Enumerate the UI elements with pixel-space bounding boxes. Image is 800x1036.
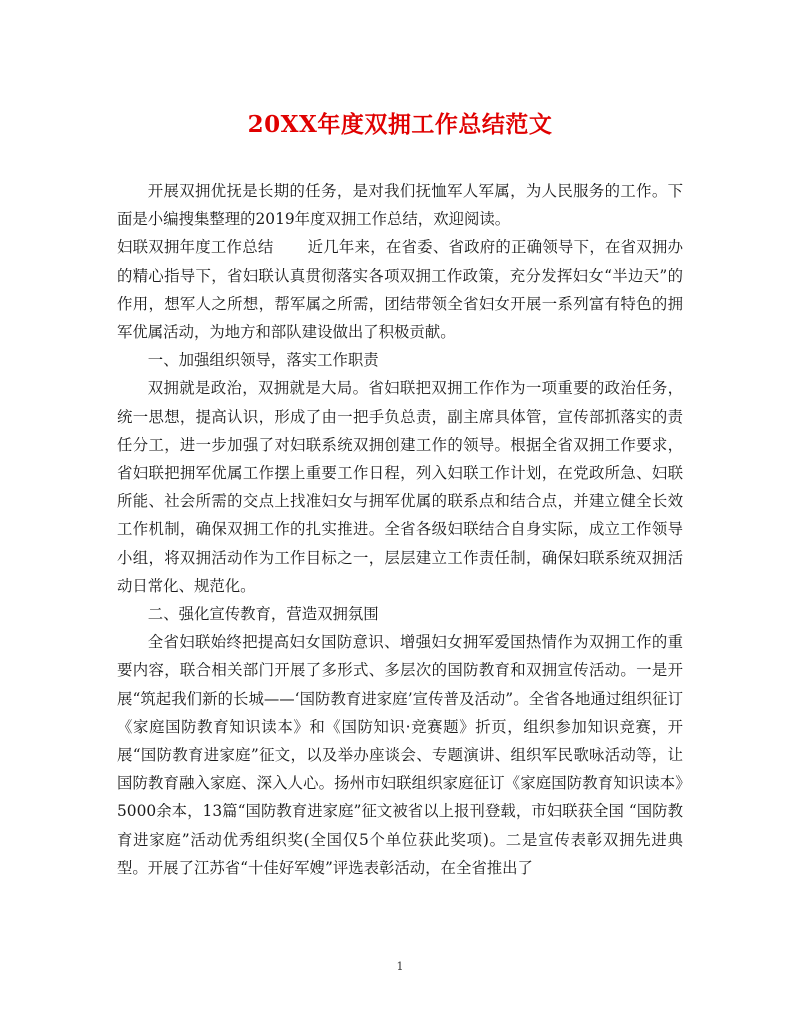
document-body [117, 177, 683, 882]
section-heading-1: 一、加强组织领导，落实工作职责 [147, 351, 379, 370]
intro-paragraph: 开展双拥优抚是长期的任务，是对我们抚恤军人军属，为人民服务的工作。下面是小编搜集整理的2019年度双拥工作总结，欢迎阅读。 [117, 182, 683, 229]
lead-text: 近几年来，在省委、省政府的正确领导下，在省双拥办的精心指导下，省妇联认真贯彻落实各项双拥工作政策，充分发挥妇女“半边天”的作用，想军人之所想，帮军属之所需，团结带领全省妇女开展一系列富有特色的拥军优属活动，为地方和部队建设做出了积极贡献。 [117, 238, 683, 342]
page-number: 1 [396, 960, 404, 973]
section-1-paragraph: 双拥就是政治，双拥就是大局。省妇联把双拥工作作为一项重要的政治任务，统一思想，提高认识，形成了由一把手负总责，副主席具体管，宣传部抓落实的责任分工，进一步加强了对妇联系统双拥创建工作的领导。根据全省双拥工作要求，省妇联把拥军优属工作摆上重要工作日程，列入妇联工作计划，在党政所急、妇联所能、社会所需的交点上找准妇女与拥军优属的联系点和结合点，并建立健全长效工作机制，确保双拥工作的扎实推进。全省各级妇联结合自身实际，成立工作领导小组，将双拥活动作为工作目标之一，层层建立工作责任制，确保妇联系统双拥活动日常化、规范化。 [117, 379, 683, 595]
lead-paragraph [117, 233, 683, 346]
section-2-paragraph: 全省妇联始终把提高妇女国防意识、增强妇女拥军爱国热情作为双拥工作的重要内容，联合相关部门开展了多形式、多层次的国防教育和双拥宣传活动。一是开展“筑起我们新的长城——‘国防教育进家庭’宣传普及活动”。全省各地通过组织征订《家庭国防教育知识读本》和《国防知识·竞赛题》折页，组织参加知识竞赛，开展“国防教育进家庭”征文，以及举办座谈会、专题演讲、组织军民歌咏活动等，让国防教育融入家庭、深入人心。扬州市妇联组织家庭征订《家庭国防教育知识读本》5000余本，13篇“国防教育进家庭”征文被省以上报刊登载，市妇联获全国 “国防教育进家庭”活动优秀组织奖(全国仅5个单位获此奖项)。二是宣传表彰双拥先进典型。开展了江苏省“十佳好军嫂”评选表彰活动，在全省推出了 [117, 633, 683, 877]
section-heading-2: 二、强化宣传教育，营造双拥氛围 [147, 605, 379, 624]
document-title: 20XX年度双拥工作总结范文 [247, 111, 553, 138]
lead-label: 妇联双拥年度工作总结 [117, 238, 274, 257]
